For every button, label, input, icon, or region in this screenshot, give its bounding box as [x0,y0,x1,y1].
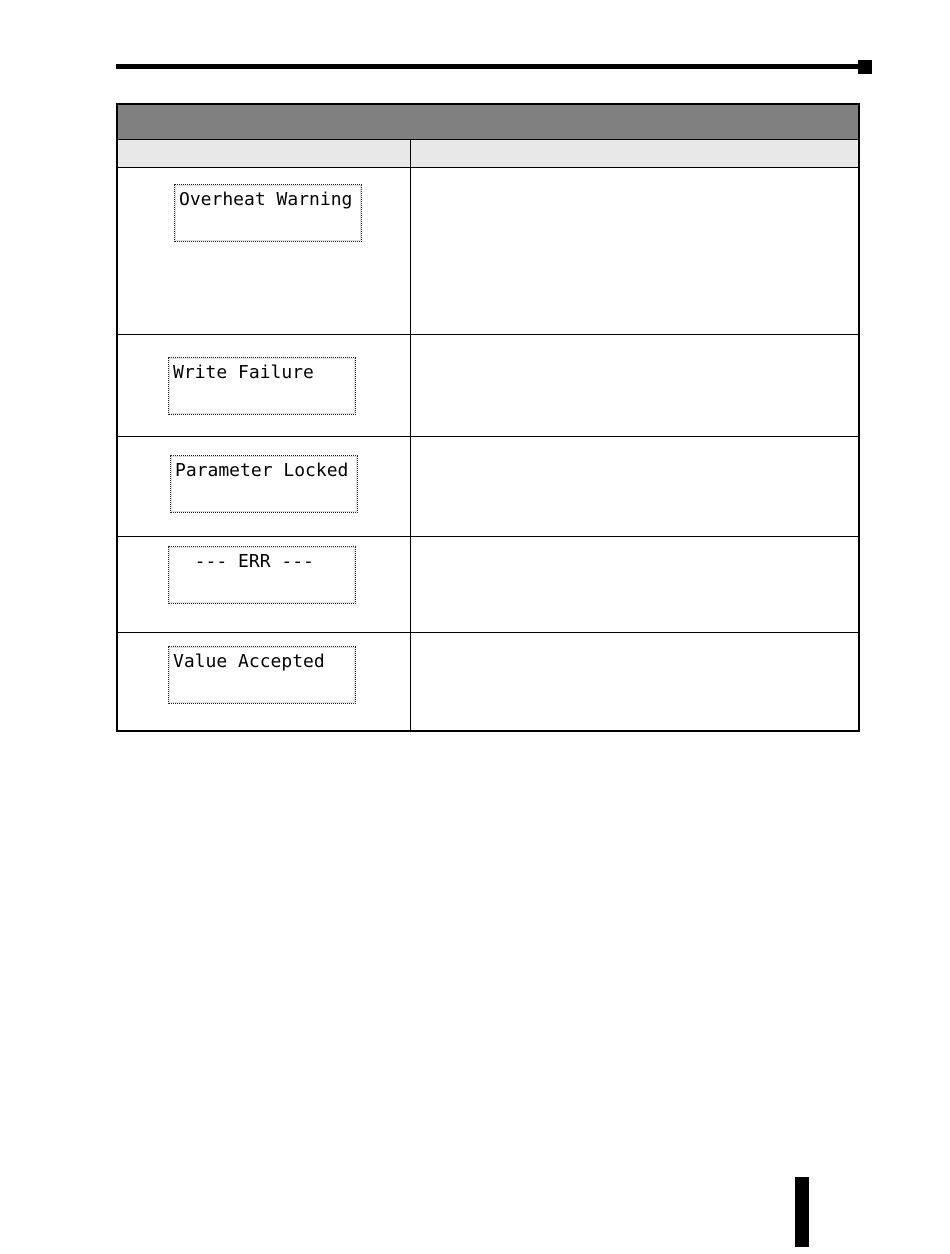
lcd-display [168,646,356,704]
table-title-bar [118,105,858,140]
lcd-text: Overheat Warning [179,189,353,210]
table-row [118,335,858,437]
row-description [418,168,850,334]
lcd-display [168,546,356,604]
row-description [418,437,850,536]
top-rule-end-square [858,60,872,74]
message-table [116,103,860,732]
lcd-display [174,184,362,242]
table-row [118,537,858,633]
table-row [118,437,858,537]
lcd-text: --- ERR --- [173,551,314,572]
row-description [418,633,850,730]
table-row [118,168,858,335]
page-edge-marker [795,1177,809,1247]
lcd-text: Value Accepted [173,651,325,672]
row-description [418,335,850,436]
lcd-display [168,357,356,415]
lcd-text: Parameter Locked [175,460,349,481]
lcd-text: Write Failure [173,362,314,383]
top-rule [116,64,860,69]
table-row [118,633,858,730]
lcd-display [170,455,358,513]
table-header-row [118,140,858,168]
row-description [418,537,850,632]
